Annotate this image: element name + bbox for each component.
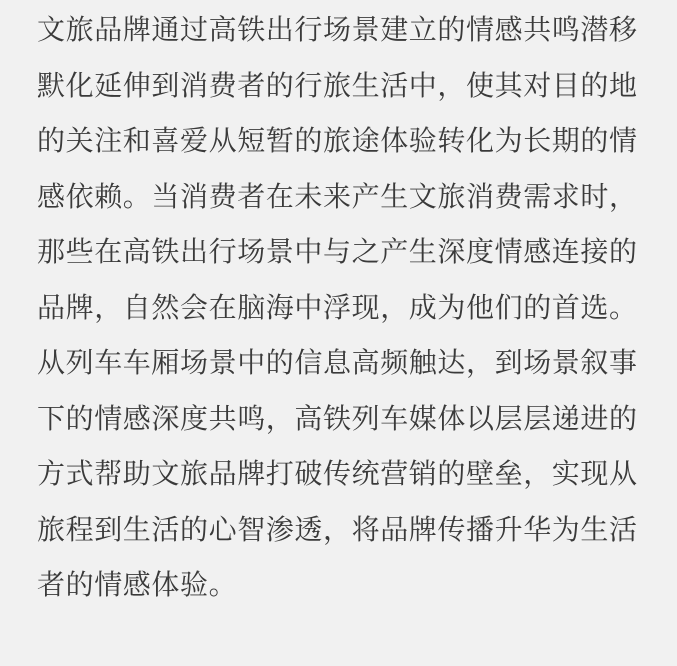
paragraph-line: 那些在高铁出行场景中与之产生深度情感连接的 bbox=[37, 235, 638, 268]
paragraph-line: 品牌，自然会在脑海中浮现，成为他们的首选。 bbox=[37, 290, 638, 324]
paragraph-line: 者的情感体验。 bbox=[37, 568, 238, 601]
paragraph-line: 下的情感深度共鸣，高铁列车媒体以层层递进的 bbox=[37, 401, 638, 435]
paragraph-line: 文旅品牌通过高铁出行场景建立的情感共鸣潜移 bbox=[37, 13, 638, 46]
paragraph-line: 旅程到生活的心智渗透，将品牌传播升华为生活 bbox=[37, 512, 638, 546]
paragraph-line: 从列车车厢场景中的信息高频触达，到场景叙事 bbox=[37, 346, 638, 379]
paragraph-line: 的关注和喜爱从短暂的旅途体验转化为长期的情 bbox=[37, 124, 638, 157]
paragraph-line: 方式帮助文旅品牌打破传统营销的壁垒，实现从 bbox=[37, 457, 638, 490]
article-body bbox=[37, 6, 647, 617]
paragraph-line: 感依赖。当消费者在未来产生文旅消费需求时， bbox=[37, 179, 638, 213]
paragraph-line: 默化延伸到消费者的行旅生活中，使其对目的地 bbox=[37, 68, 638, 102]
